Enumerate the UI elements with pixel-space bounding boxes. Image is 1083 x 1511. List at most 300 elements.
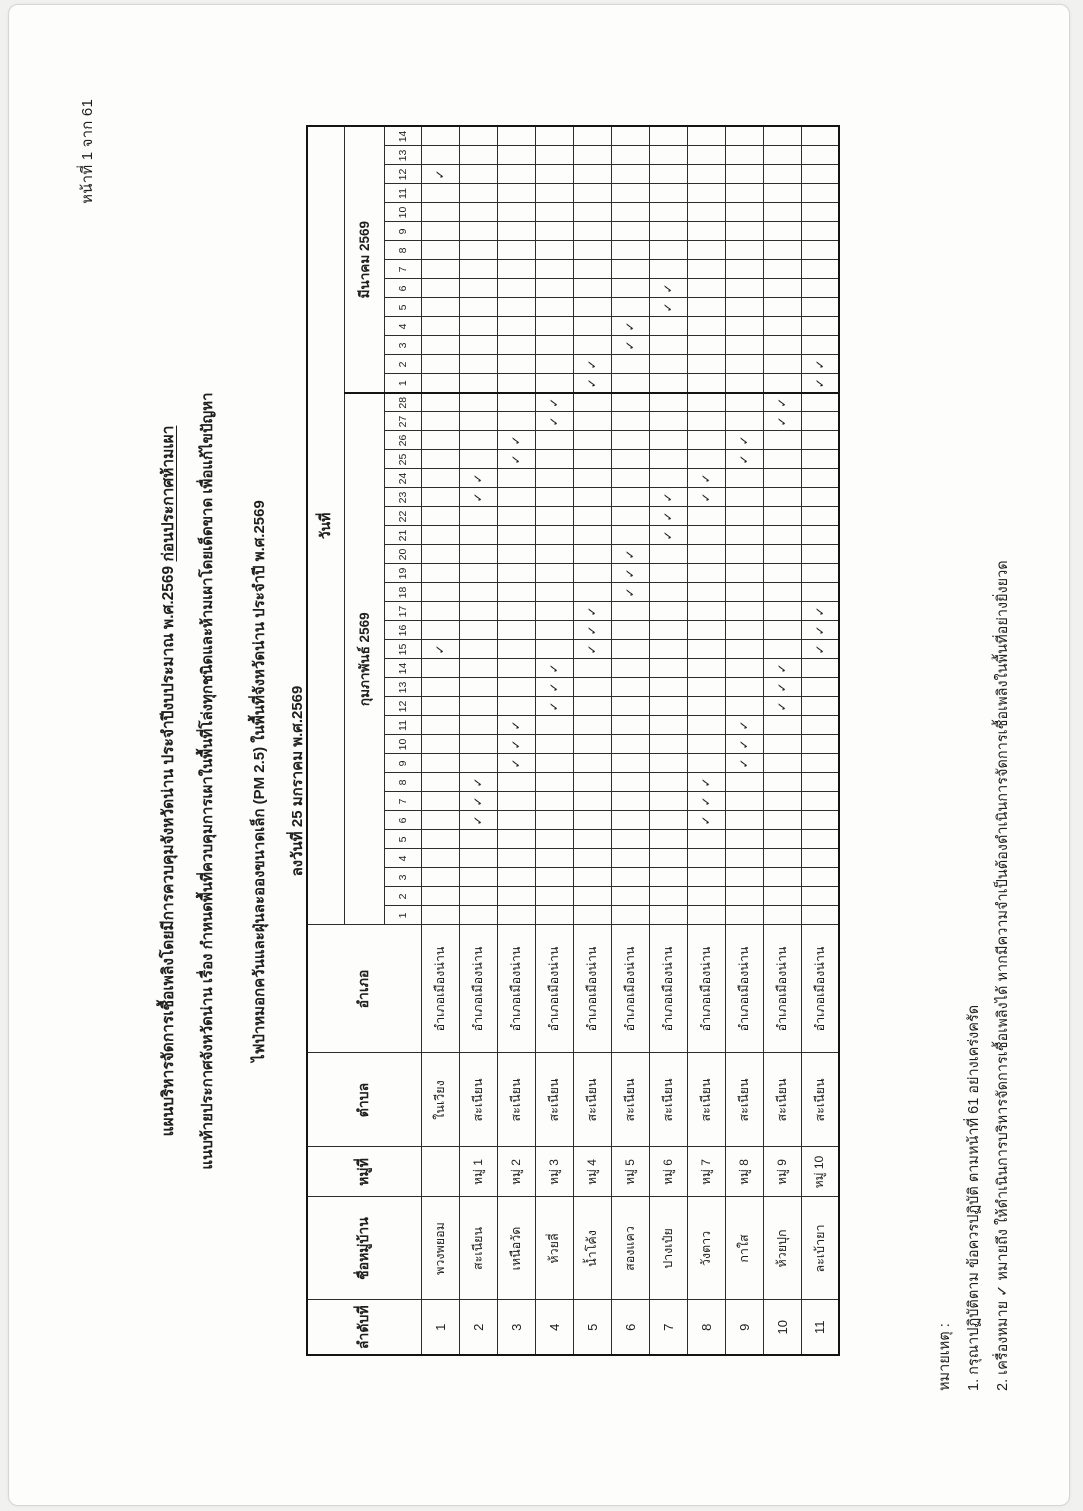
date-cell (459, 126, 497, 146)
date-cell (763, 469, 801, 488)
village-cell: ละเบ้ายา (801, 1197, 839, 1300)
date-cell (649, 336, 687, 355)
date-cell-checked (649, 488, 687, 507)
moo-cell: หมู่ 4 (573, 1147, 611, 1197)
day-header: 3 (384, 868, 421, 887)
footnotes (935, 81, 1022, 1391)
date-cell (497, 564, 535, 583)
date-cell-checked (535, 697, 573, 716)
date-cell (535, 336, 573, 355)
date-cell (497, 697, 535, 716)
day-header: 23 (384, 488, 421, 507)
date-cell (573, 412, 611, 431)
date-cell (497, 830, 535, 849)
date-cell (687, 393, 725, 412)
date-cell (535, 469, 573, 488)
date-cell (459, 355, 497, 374)
table-row (725, 126, 763, 1355)
date-cell (535, 317, 573, 336)
day-header: 17 (384, 602, 421, 621)
day-header: 14 (384, 126, 421, 146)
date-cell (611, 184, 649, 203)
tambon-cell: สะเนียน (459, 1053, 497, 1147)
date-cell (611, 222, 649, 241)
date-cell (611, 678, 649, 697)
date-cell (687, 450, 725, 469)
date-cell (649, 849, 687, 868)
date-cell (801, 393, 839, 412)
date-cell (497, 336, 535, 355)
date-cell (421, 849, 459, 868)
col-header-amphoe: อำเภอ (307, 925, 421, 1053)
table-row (497, 126, 535, 1355)
day-header: 10 (384, 735, 421, 754)
village-cell: ห้วยปุก (763, 1197, 801, 1300)
col-header-index: ลำดับที่ (307, 1300, 421, 1355)
day-header: 5 (384, 298, 421, 317)
date-cell (497, 659, 535, 678)
date-cell-checked (535, 659, 573, 678)
date-cell (573, 469, 611, 488)
tambon-cell: สะเนียน (535, 1053, 573, 1147)
date-cell (649, 868, 687, 887)
check-mark: ✓ (509, 454, 523, 465)
amphoe-cell: อำเภอเมืองน่าน (497, 925, 535, 1053)
date-cell (421, 545, 459, 564)
date-cell (763, 526, 801, 545)
day-header: 1 (384, 374, 421, 393)
date-cell (497, 126, 535, 146)
date-cell (763, 906, 801, 925)
date-cell (535, 868, 573, 887)
date-cell-checked (611, 545, 649, 564)
date-cell (497, 165, 535, 184)
date-cell (687, 659, 725, 678)
check-mark: ✓ (775, 416, 789, 427)
village-cell: น้ำโค้ง (573, 1197, 611, 1300)
date-cell-checked (725, 431, 763, 450)
date-cell (687, 602, 725, 621)
date-cell (611, 203, 649, 222)
date-cell-checked (573, 374, 611, 393)
date-cell (459, 412, 497, 431)
date-cell (687, 317, 725, 336)
date-cell (801, 564, 839, 583)
date-cell (763, 355, 801, 374)
date-cell (725, 526, 763, 545)
date-cell (611, 754, 649, 773)
date-cell (573, 716, 611, 735)
date-cell (763, 279, 801, 298)
date-cell (573, 146, 611, 165)
date-cell (573, 298, 611, 317)
village-cell: ปางเป๋ย (649, 1197, 687, 1300)
table-row (649, 126, 687, 1355)
table-row (687, 126, 725, 1355)
date-cell (421, 792, 459, 811)
tambon-cell: สะเนียน (763, 1053, 801, 1147)
date-cell (459, 564, 497, 583)
date-cell (421, 279, 459, 298)
date-cell (421, 203, 459, 222)
day-header: 21 (384, 526, 421, 545)
check-mark: ✓ (471, 777, 485, 788)
date-cell (763, 640, 801, 659)
date-cell (725, 773, 763, 792)
date-cell (801, 222, 839, 241)
date-cell (763, 126, 801, 146)
date-cell (763, 792, 801, 811)
date-cell (573, 203, 611, 222)
title-line-1-underlined: ก่อนประกาศห้ามเผา (160, 425, 177, 562)
date-cell (725, 336, 763, 355)
date-cell (725, 583, 763, 602)
date-cell (459, 298, 497, 317)
check-mark: ✓ (812, 359, 827, 370)
date-cell (497, 868, 535, 887)
date-cell (763, 849, 801, 868)
check-mark: ✓ (623, 340, 637, 351)
day-header: 7 (384, 260, 421, 279)
date-cell (535, 260, 573, 279)
date-cell (649, 906, 687, 925)
date-cell (801, 697, 839, 716)
date-cell-checked (649, 507, 687, 526)
index-cell: 9 (725, 1300, 763, 1355)
date-cell (573, 393, 611, 412)
date-cell (611, 374, 649, 393)
check-mark: ✓ (509, 758, 523, 769)
date-cell (459, 602, 497, 621)
date-cell-checked (459, 792, 497, 811)
date-cell (801, 146, 839, 165)
date-cell (611, 906, 649, 925)
date-cell (763, 507, 801, 526)
date-cell (649, 640, 687, 659)
date-cell (649, 374, 687, 393)
date-cell (421, 431, 459, 450)
date-cell (763, 260, 801, 279)
date-cell (535, 279, 573, 298)
date-cell (801, 241, 839, 260)
date-cell (611, 621, 649, 640)
date-cell (763, 583, 801, 602)
month-header: กุมภาพันธ์ 2569 (344, 393, 384, 925)
check-mark: ✓ (737, 739, 751, 750)
date-cell (573, 849, 611, 868)
date-cell (535, 887, 573, 906)
date-cell (573, 887, 611, 906)
day-header: 12 (384, 697, 421, 716)
date-cell (611, 697, 649, 716)
schedule-table (306, 125, 840, 1356)
date-cell (611, 602, 649, 621)
amphoe-cell: อำเภอเมืองน่าน (725, 925, 763, 1053)
date-cell (725, 279, 763, 298)
date-cell (763, 450, 801, 469)
day-header: 13 (384, 678, 421, 697)
date-cell (763, 564, 801, 583)
date-cell (573, 583, 611, 602)
date-cell (573, 507, 611, 526)
date-cell (649, 887, 687, 906)
date-cell (687, 431, 725, 450)
date-cell-checked (459, 488, 497, 507)
table-row (801, 126, 839, 1355)
date-cell-checked (801, 621, 839, 640)
check-mark: ✓ (623, 587, 637, 598)
check-mark: ✓ (623, 568, 637, 579)
date-cell (801, 849, 839, 868)
date-cell (459, 640, 497, 659)
date-cell (573, 184, 611, 203)
date-cell (801, 431, 839, 450)
date-cell-checked (725, 735, 763, 754)
date-cell (725, 564, 763, 583)
village-cell: กาใส (725, 1197, 763, 1300)
date-cell (535, 488, 573, 507)
date-cell (687, 126, 725, 146)
moo-cell: หมู่ 3 (535, 1147, 573, 1197)
day-header: 10 (384, 203, 421, 222)
date-cell (725, 298, 763, 317)
date-cell (687, 697, 725, 716)
date-cell (573, 222, 611, 241)
date-cell (801, 659, 839, 678)
date-cell-checked (497, 735, 535, 754)
date-cell (497, 583, 535, 602)
date-cell (801, 488, 839, 507)
date-cell (535, 450, 573, 469)
date-cell (535, 431, 573, 450)
col-header-date-group: วันที่ (307, 126, 344, 925)
index-cell: 10 (763, 1300, 801, 1355)
date-cell (459, 830, 497, 849)
date-cell (573, 811, 611, 830)
date-cell (725, 887, 763, 906)
date-cell (725, 602, 763, 621)
day-header: 4 (384, 317, 421, 336)
index-cell: 3 (497, 1300, 535, 1355)
date-cell (535, 184, 573, 203)
date-cell (421, 355, 459, 374)
date-cell (649, 241, 687, 260)
date-cell (801, 678, 839, 697)
date-cell (421, 222, 459, 241)
date-cell (573, 260, 611, 279)
date-cell (725, 203, 763, 222)
date-cell (687, 241, 725, 260)
title-line-3: ไฟป่าหมอกควันและฝุ่นละอองขนาดเล็ก (PM 2.5) ในพื้นที่จังหวัดน่าน ประจำปี พ.ศ.2569 (251, 500, 268, 1062)
date-cell (573, 126, 611, 146)
day-header: 22 (384, 507, 421, 526)
date-cell (611, 659, 649, 678)
date-cell (497, 469, 535, 488)
day-header: 9 (384, 222, 421, 241)
day-header: 27 (384, 412, 421, 431)
date-cell (573, 868, 611, 887)
date-cell (687, 184, 725, 203)
check-mark: ✓ (433, 169, 447, 180)
tambon-cell: สะเนียน (649, 1053, 687, 1147)
moo-cell: หมู่ 1 (459, 1147, 497, 1197)
tambon-cell: ในเวียง (421, 1053, 459, 1147)
date-cell (725, 906, 763, 925)
amphoe-cell: อำเภอเมืองน่าน (687, 925, 725, 1053)
date-cell (611, 849, 649, 868)
village-cell: เหนือวัด (497, 1197, 535, 1300)
check-mark: ✓ (433, 644, 447, 655)
date-cell (687, 735, 725, 754)
date-cell (801, 298, 839, 317)
date-cell (649, 621, 687, 640)
date-cell (573, 678, 611, 697)
check-mark: ✓ (737, 435, 751, 446)
date-cell (421, 754, 459, 773)
date-cell (763, 602, 801, 621)
date-cell (611, 773, 649, 792)
date-cell-checked (763, 393, 801, 412)
date-cell (459, 146, 497, 165)
date-cell (535, 621, 573, 640)
date-cell-checked (535, 393, 573, 412)
day-header: 24 (384, 469, 421, 488)
check-mark: ✓ (547, 416, 561, 427)
date-cell (687, 260, 725, 279)
date-cell (649, 564, 687, 583)
footnotes-heading: หมายเหตุ : (937, 1323, 953, 1391)
date-cell-checked (611, 564, 649, 583)
date-cell (535, 165, 573, 184)
date-cell (497, 279, 535, 298)
index-cell: 8 (687, 1300, 725, 1355)
date-cell (763, 488, 801, 507)
date-cell (611, 260, 649, 279)
date-cell (763, 241, 801, 260)
date-cell (535, 716, 573, 735)
day-header: 26 (384, 431, 421, 450)
date-cell (801, 336, 839, 355)
date-cell (725, 868, 763, 887)
day-header: 8 (384, 241, 421, 260)
check-mark: ✓ (699, 492, 713, 503)
date-cell (421, 184, 459, 203)
date-cell (687, 849, 725, 868)
date-cell (725, 260, 763, 279)
day-header: 11 (384, 716, 421, 735)
date-cell (763, 336, 801, 355)
date-cell (611, 735, 649, 754)
date-cell (535, 640, 573, 659)
date-cell (497, 184, 535, 203)
date-cell (725, 792, 763, 811)
date-cell (421, 241, 459, 260)
index-cell: 5 (573, 1300, 611, 1355)
village-cell: วังตาว (687, 1197, 725, 1300)
date-cell (421, 773, 459, 792)
date-cell (801, 184, 839, 203)
date-cell (687, 887, 725, 906)
date-cell (801, 830, 839, 849)
date-cell (459, 659, 497, 678)
day-header: 12 (384, 165, 421, 184)
date-cell (763, 830, 801, 849)
date-cell (421, 887, 459, 906)
rotated-landscape-content (63, 41, 1063, 1471)
index-cell: 6 (611, 1300, 649, 1355)
date-cell (763, 222, 801, 241)
footnote-2: 2. เครื่องหมาย ✓ หมายถึง ให้ดำเนินการบริหารจัดการเชื้อเพลิงได้ หากมีความจำเป็นต้องดำเนินการจัดการเชื้อเพลิงในพื้นที่อย่างยิ่งยวด (995, 560, 1011, 1391)
tambon-cell: สะเนียน (573, 1053, 611, 1147)
day-header: 5 (384, 830, 421, 849)
date-cell (573, 317, 611, 336)
date-cell (611, 165, 649, 184)
amphoe-cell: อำเภอเมืองน่าน (573, 925, 611, 1053)
date-cell (649, 431, 687, 450)
date-cell (649, 811, 687, 830)
day-header: 15 (384, 640, 421, 659)
check-mark: ✓ (737, 758, 751, 769)
date-cell (497, 526, 535, 545)
month-header: มีนาคม 2569 (344, 126, 384, 393)
date-cell (535, 735, 573, 754)
date-cell (801, 126, 839, 146)
date-cell (649, 165, 687, 184)
date-cell-checked (573, 640, 611, 659)
date-cell (573, 735, 611, 754)
date-cell (687, 374, 725, 393)
date-cell (801, 906, 839, 925)
check-mark: ✓ (812, 378, 827, 389)
date-cell (421, 146, 459, 165)
col-header-tambon: ตำบล (307, 1053, 421, 1147)
date-cell (801, 754, 839, 773)
date-cell (687, 754, 725, 773)
date-cell (573, 697, 611, 716)
date-cell (573, 564, 611, 583)
date-cell (459, 697, 497, 716)
check-mark: ✓ (737, 720, 751, 731)
date-cell (459, 241, 497, 260)
date-cell-checked (763, 412, 801, 431)
date-cell (421, 450, 459, 469)
date-cell (725, 355, 763, 374)
date-cell (535, 222, 573, 241)
date-cell (649, 393, 687, 412)
date-cell (725, 374, 763, 393)
date-cell (649, 735, 687, 754)
date-cell (497, 222, 535, 241)
date-cell-checked (573, 602, 611, 621)
date-cell (459, 735, 497, 754)
date-cell (459, 754, 497, 773)
date-cell (687, 640, 725, 659)
date-cell (573, 279, 611, 298)
amphoe-cell: อำเภอเมืองน่าน (535, 925, 573, 1053)
check-mark: ✓ (509, 739, 523, 750)
date-cell (649, 773, 687, 792)
day-header: 3 (384, 336, 421, 355)
date-cell-checked (535, 412, 573, 431)
date-cell (497, 811, 535, 830)
date-cell (687, 507, 725, 526)
date-cell (497, 317, 535, 336)
date-cell (763, 773, 801, 792)
date-cell (421, 811, 459, 830)
index-cell: 1 (421, 1300, 459, 1355)
index-cell: 4 (535, 1300, 573, 1355)
date-cell-checked (687, 792, 725, 811)
